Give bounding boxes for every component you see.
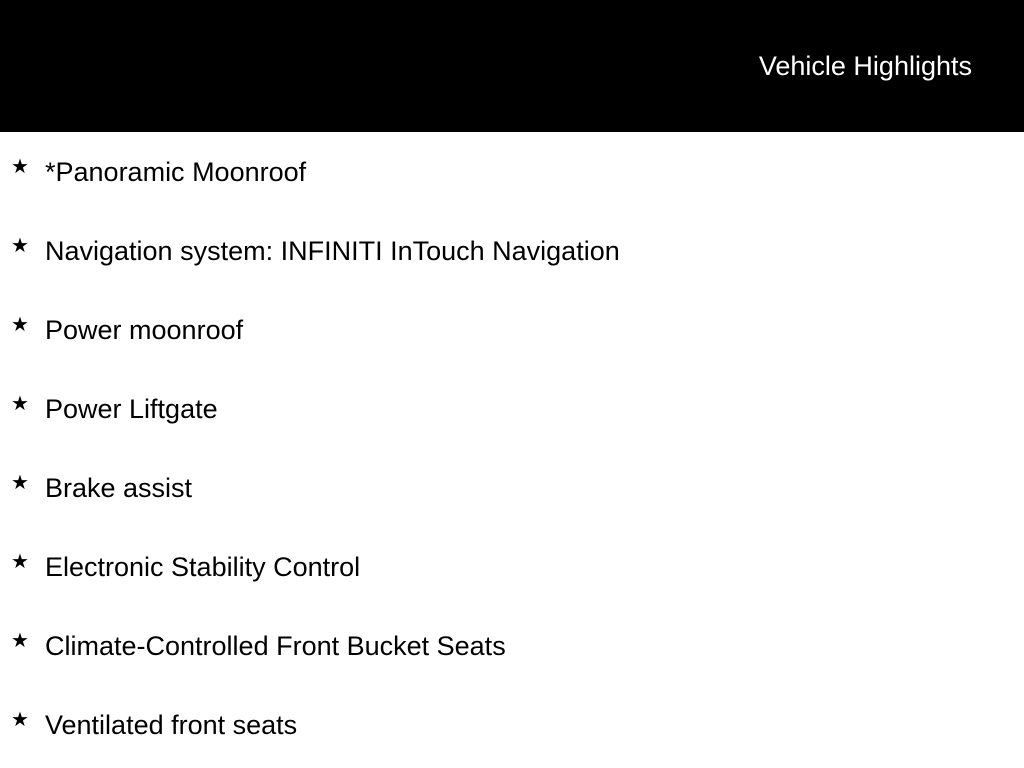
list-item	[0, 606, 1024, 685]
highlight-label: *Panoramic Moonroof	[45, 157, 307, 187]
highlight-label: Ventilated front seats	[45, 710, 298, 740]
list-item	[0, 290, 1024, 369]
star-icon: ★	[11, 472, 29, 494]
star-icon: ★	[11, 393, 29, 415]
header-bar	[0, 0, 1024, 132]
highlight-label: Power Liftgate	[45, 394, 218, 424]
list-item	[0, 211, 1024, 290]
page-title: Vehicle Highlights	[758, 51, 972, 81]
list-item	[0, 527, 1024, 606]
vehicle-highlights-list	[0, 132, 1024, 764]
list-item	[0, 369, 1024, 448]
highlight-label: Electronic Stability Control	[45, 552, 361, 582]
star-icon: ★	[11, 235, 29, 257]
highlight-label: Power moonroof	[45, 315, 244, 345]
list-item	[0, 685, 1024, 764]
list-item	[0, 132, 1024, 211]
star-icon: ★	[11, 156, 29, 178]
star-icon: ★	[11, 709, 29, 731]
list-item	[0, 448, 1024, 527]
highlight-label: Navigation system: INFINITI InTouch Navigation	[45, 236, 620, 266]
highlight-label: Climate-Controlled Front Bucket Seats	[45, 631, 506, 661]
star-icon: ★	[11, 630, 29, 652]
star-icon: ★	[11, 551, 29, 573]
star-icon: ★	[11, 314, 29, 336]
highlight-label: Brake assist	[45, 473, 193, 503]
